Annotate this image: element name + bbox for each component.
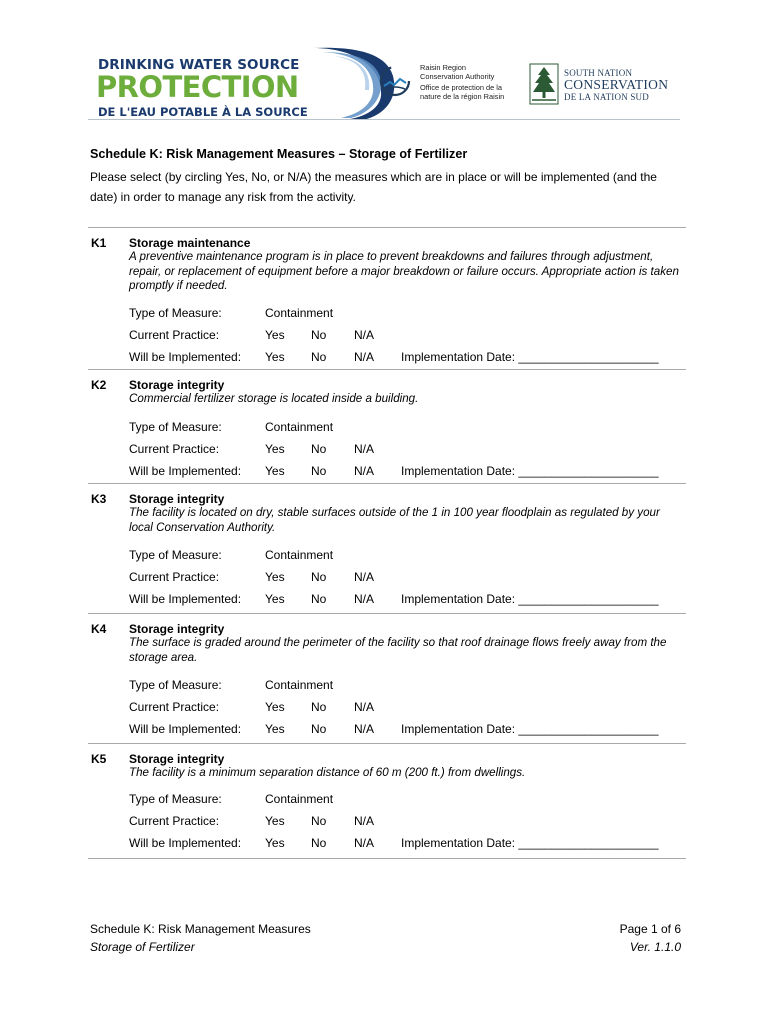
current-practice-label: Current Practice: [129, 570, 220, 584]
will-be-implemented-no-option[interactable]: No [311, 350, 327, 364]
measure-type-value: Containment [265, 792, 334, 806]
rrca-english-line-2: Conservation Authority [420, 71, 495, 81]
measure-code: K1 [91, 236, 107, 250]
current-practice-label: Current Practice: [129, 328, 220, 342]
logo-line-2: PROTECTION [96, 70, 299, 104]
current-practice-no-option[interactable]: No [311, 700, 327, 714]
footer-left [90, 920, 311, 956]
will-be-implemented-label: Will be Implemented: [129, 722, 242, 736]
implementation-date-field[interactable]: Implementation Date: _____________________ [401, 350, 659, 364]
conservation-authority-emblem-icon [378, 64, 412, 98]
current-practice-na-option[interactable]: N/A [354, 328, 375, 342]
will-be-implemented-yes-option[interactable]: Yes [265, 592, 285, 606]
measure-title: Storage integrity [129, 622, 225, 636]
measure-description: The facility is located on dry, stable surfaces outside of the 1 in 100 year floodplain as regulated by your local Conservation Authority. [129, 506, 660, 534]
measure-section-k5 [88, 743, 686, 859]
will-be-implemented-na-option[interactable]: N/A [354, 464, 375, 478]
current-practice-label: Current Practice: [129, 700, 220, 714]
south-nation-conservation-logo [528, 62, 688, 108]
current-practice-yes-option[interactable]: Yes [265, 442, 285, 456]
measure-description: A preventive maintenance program is in place to prevent breakdowns and failures through adjustment, repair, or replacement of equipment before a major breakdown or failure occurs. Appropriate action is taken promptly if needed. [129, 250, 679, 292]
will-be-implemented-no-option[interactable]: No [311, 722, 327, 736]
will-be-implemented-label: Will be Implemented: [129, 464, 242, 478]
implementation-date-field[interactable]: Implementation Date: _____________________ [401, 464, 659, 478]
current-practice-yes-option[interactable]: Yes [265, 814, 285, 828]
measure-code: K5 [91, 752, 107, 766]
pine-tree-icon [528, 62, 560, 106]
snc-line-2: CONSERVATION [564, 77, 669, 92]
measure-code: K2 [91, 378, 107, 392]
logo-line-3: DE L'EAU POTABLE À LA SOURCE [98, 105, 308, 119]
measure-title: Storage integrity [129, 378, 225, 392]
measure-description: Commercial fertilizer storage is located inside a building. [129, 392, 419, 405]
rrca-french-line-1: Office de protection de la [420, 83, 503, 93]
type-of-measure-label: Type of Measure: [129, 678, 222, 692]
rrca-french-line-2: nature de la région Raisin [420, 91, 505, 101]
type-of-measure-label: Type of Measure: [129, 548, 222, 562]
measure-code: K3 [91, 492, 107, 506]
current-practice-no-option[interactable]: No [311, 814, 327, 828]
version-label: Ver. 1.1.0 [629, 940, 681, 954]
current-practice-na-option[interactable]: N/A [354, 570, 375, 584]
implementation-date-field[interactable]: Implementation Date: _____________________ [401, 592, 659, 606]
current-practice-no-option[interactable]: No [311, 328, 327, 342]
measure-type-value: Containment [265, 678, 334, 692]
measure-section-k3 [88, 483, 686, 614]
snc-line-3: DE LA NATION SUD [564, 92, 649, 102]
current-practice-yes-option[interactable]: Yes [265, 700, 285, 714]
will-be-implemented-label: Will be Implemented: [129, 836, 242, 850]
measure-section-k4 [88, 613, 686, 744]
measure-description: The surface is graded around the perimeter of the facility so that roof drainage flows freely away from the storage area. [129, 636, 667, 664]
will-be-implemented-na-option[interactable]: N/A [354, 836, 375, 850]
current-practice-no-option[interactable]: No [311, 442, 327, 456]
logo-line-1: DRINKING WATER SOURCE [98, 57, 300, 73]
will-be-implemented-yes-option[interactable]: Yes [265, 464, 285, 478]
current-practice-yes-option[interactable]: Yes [265, 328, 285, 342]
will-be-implemented-yes-option[interactable]: Yes [265, 350, 285, 364]
footer-schedule-subtitle: Storage of Fertilizer [90, 940, 195, 954]
instructions-text: Please select (by circling Yes, No, or N/A) the measures which are in place or will be implemented (and the date) in order to manage any risk from the activity. [90, 170, 657, 204]
measure-section-k2 [88, 369, 686, 484]
will-be-implemented-na-option[interactable]: N/A [354, 592, 375, 606]
will-be-implemented-yes-option[interactable]: Yes [265, 722, 285, 736]
will-be-implemented-no-option[interactable]: No [311, 464, 327, 478]
snc-line-1: SOUTH NATION [564, 68, 633, 78]
implementation-date-field[interactable]: Implementation Date: _____________________ [401, 722, 659, 736]
will-be-implemented-yes-option[interactable]: Yes [265, 836, 285, 850]
type-of-measure-label: Type of Measure: [129, 420, 222, 434]
measure-title: Storage integrity [129, 752, 225, 766]
measure-type-value: Containment [265, 306, 334, 320]
type-of-measure-label: Type of Measure: [129, 792, 222, 806]
will-be-implemented-na-option[interactable]: N/A [354, 350, 375, 364]
current-practice-na-option[interactable]: N/A [354, 442, 375, 456]
current-practice-na-option[interactable]: N/A [354, 814, 375, 828]
footer-schedule-title: Schedule K: Risk Management Measures [90, 922, 311, 936]
footer-right [560, 920, 681, 956]
will-be-implemented-no-option[interactable]: No [311, 836, 327, 850]
page-header [88, 46, 680, 120]
will-be-implemented-label: Will be Implemented: [129, 592, 242, 606]
measure-title: Storage maintenance [129, 236, 251, 250]
measure-description: The facility is a minimum separation distance of 60 m (200 ft.) from dwellings. [129, 766, 526, 779]
page-title: Schedule K: Risk Management Measures – Storage of Fertilizer [90, 147, 468, 161]
measure-title: Storage integrity [129, 492, 225, 506]
measure-type-value: Containment [265, 548, 334, 562]
current-practice-na-option[interactable]: N/A [354, 700, 375, 714]
current-practice-yes-option[interactable]: Yes [265, 570, 285, 584]
will-be-implemented-no-option[interactable]: No [311, 592, 327, 606]
measure-section-k1 [88, 227, 686, 370]
current-practice-no-option[interactable]: No [311, 570, 327, 584]
measure-type-value: Containment [265, 420, 334, 434]
current-practice-label: Current Practice: [129, 442, 220, 456]
header-divider [88, 119, 680, 120]
type-of-measure-label: Type of Measure: [129, 306, 222, 320]
current-practice-label: Current Practice: [129, 814, 220, 828]
will-be-implemented-label: Will be Implemented: [129, 350, 242, 364]
measure-code: K4 [91, 622, 107, 636]
page-number: Page 1 of 6 [619, 922, 681, 936]
rrca-english-line-1: Raisin Region [420, 63, 467, 72]
drinking-water-source-protection-logo [88, 46, 388, 120]
will-be-implemented-na-option[interactable]: N/A [354, 722, 375, 736]
raisin-region-conservation-logo [378, 64, 528, 108]
implementation-date-field[interactable]: Implementation Date: _____________________ [401, 836, 659, 850]
